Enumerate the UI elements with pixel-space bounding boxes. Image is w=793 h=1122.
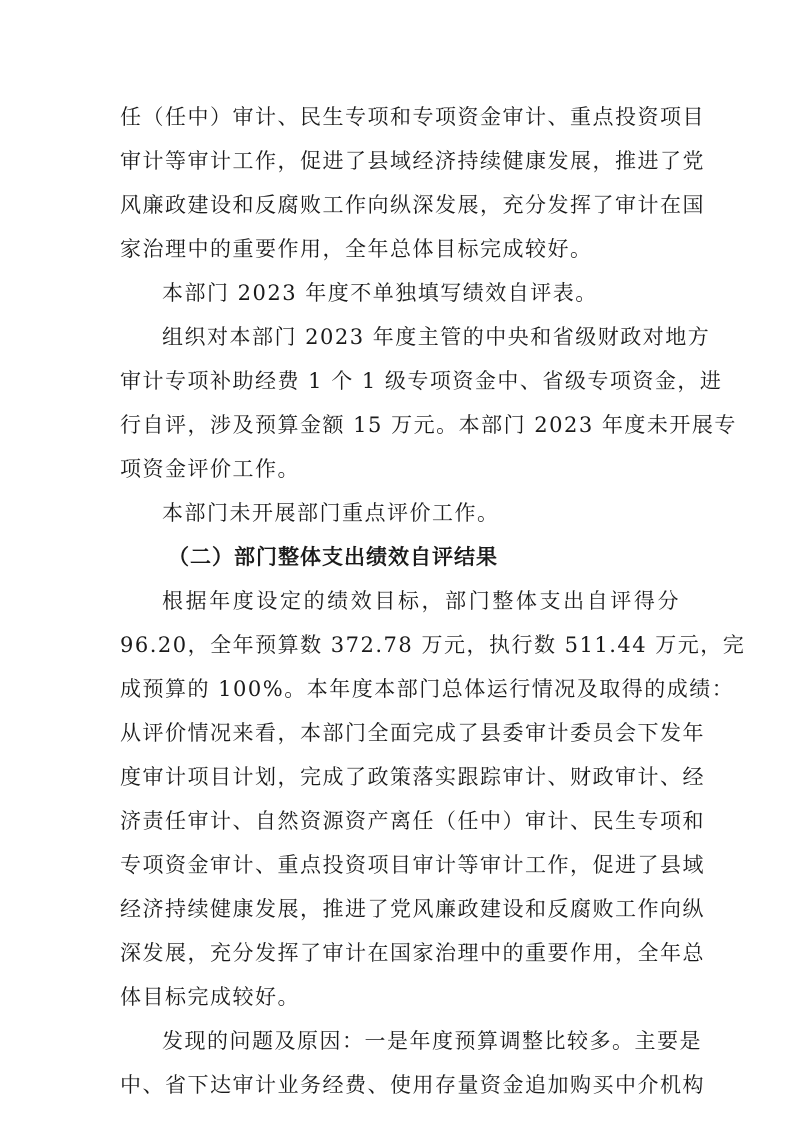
- paragraph-line: 96.20，全年预算数 372.78 万元，执行数 511.44 万元，完: [120, 633, 746, 657]
- paragraph-line: 审计专项补助经费 1 个 1 级专项资金中、省级专项资金，进: [120, 369, 723, 393]
- paragraph-line: 深发展，充分发挥了审计在国家治理中的重要作用，全年总: [120, 941, 705, 965]
- paragraph-line: 任（任中）审计、民生专项和专项资金审计、重点投资项目: [120, 105, 705, 129]
- paragraph-line: 中、省下达审计业务经费、使用存量资金追加购买中介机构: [120, 1073, 705, 1097]
- paragraph-line: 专项资金审计、重点投资项目审计等审计工作，促进了县域: [120, 853, 705, 877]
- paragraph-line: 组织对本部门 2023 年度主管的中央和省级财政对地方: [162, 325, 711, 349]
- paragraph-line: 本部门未开展部门重点评价工作。: [162, 501, 500, 525]
- paragraph-line: 本部门 2023 年度不单独填写绩效自评表。: [162, 281, 598, 305]
- paragraph-line: 成预算的 100%。本年度本部门总体运行情况及取得的成绩：: [120, 677, 735, 701]
- section-heading: （二）部门整体支出绩效自评结果: [168, 545, 498, 569]
- paragraph-line: 度审计项目计划，完成了政策落实跟踪审计、财政审计、经: [120, 765, 705, 789]
- paragraph-line: 项资金评价工作。: [120, 457, 300, 481]
- paragraph-line: 济责任审计、自然资源资产离任（任中）审计、民生专项和: [120, 809, 705, 833]
- paragraph-line: 经济持续健康发展，推进了党风廉政建设和反腐败工作向纵: [120, 897, 705, 921]
- paragraph-line: 发现的问题及原因：一是年度预算调整比较多。主要是: [162, 1029, 702, 1053]
- paragraph-line: 风廉政建设和反腐败工作向纵深发展，充分发挥了审计在国: [120, 193, 705, 217]
- paragraph-line: 行自评，涉及预算金额 15 万元。本部门 2023 年度未开展专: [120, 413, 737, 437]
- paragraph-line: 从评价情况来看，本部门全面完成了县委审计委员会下发年: [120, 721, 705, 745]
- paragraph-line: 体目标完成较好。: [120, 985, 300, 1009]
- paragraph-line: 审计等审计工作，促进了县域经济持续健康发展，推进了党: [120, 149, 705, 173]
- paragraph-line: 家治理中的重要作用，全年总体目标完成较好。: [120, 237, 593, 261]
- paragraph-line: 根据年度设定的绩效目标，部门整体支出自评得分: [162, 589, 680, 613]
